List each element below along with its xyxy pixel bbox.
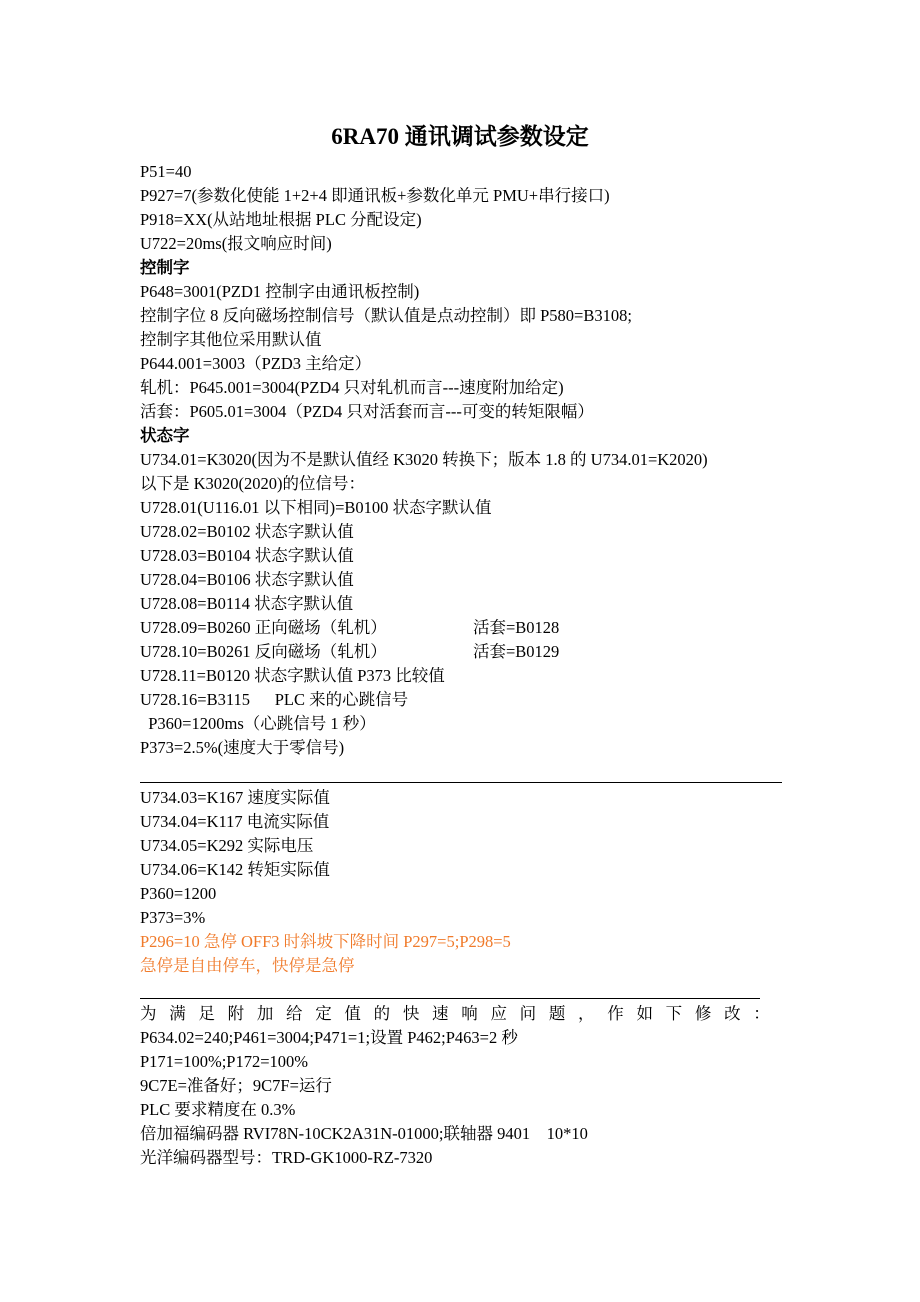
section-heading-control-word: 控制字 bbox=[140, 258, 190, 277]
justified-char: 为 bbox=[140, 1004, 157, 1023]
justified-char: 下 bbox=[665, 1004, 683, 1023]
text-line: P373=3% bbox=[140, 908, 206, 927]
justified-char: ， bbox=[578, 1004, 595, 1023]
text-line: U728.01(U116.01 以下相同)=B0100 状态字默认值 bbox=[140, 498, 492, 517]
justified-char: 的 bbox=[373, 1004, 391, 1023]
text-line: U728.03=B0104 状态字默认值 bbox=[140, 546, 354, 565]
justified-char: 修 bbox=[694, 1004, 712, 1023]
text-line: P373=2.5%(速度大于零信号) bbox=[140, 738, 345, 757]
text-line: U728.09=B0260 正向磁场（轧机） bbox=[140, 618, 387, 637]
justified-char: ： bbox=[753, 1004, 770, 1023]
highlight-line: 急停是自由停车，快停是急停 bbox=[140, 956, 355, 975]
justified-char: 加 bbox=[256, 1004, 274, 1023]
text-line: 控制字其他位采用默认值 bbox=[140, 330, 322, 349]
document-title: 6RA70 通讯调试参数设定 bbox=[331, 124, 589, 149]
text-line: P634.02=240;P461=3004;P471=1;设置 P462;P463=2 秒 bbox=[140, 1028, 518, 1047]
text-line: P360=1200ms（心跳信号 1 秒） bbox=[140, 714, 376, 733]
text-line: U728.08=B0114 状态字默认值 bbox=[140, 594, 354, 613]
section-heading-status-word: 状态字 bbox=[140, 426, 190, 445]
justified-char: 值 bbox=[344, 1004, 361, 1023]
text-line: 活套：P605.01=3004（PZD4 只对活套而言---可变的转矩限幅） bbox=[140, 402, 594, 421]
justified-char: 问 bbox=[519, 1004, 537, 1023]
text-line: U728.10=B0261 反向磁场（轧机） bbox=[140, 642, 387, 661]
text-line: P927=7(参数化使能 1+2+4 即通讯板+参数化单元 PMU+串行接口) bbox=[140, 186, 610, 205]
justified-char: 应 bbox=[490, 1004, 507, 1023]
text-line: 9C7E=准备好；9C7F=运行 bbox=[140, 1076, 332, 1095]
justified-char: 快 bbox=[402, 1004, 420, 1023]
text-line: 控制字位 8 反向磁场控制信号（默认值是点动控制）即 P580=B3108; bbox=[140, 306, 632, 325]
justified-char: 满 bbox=[169, 1004, 186, 1023]
text-line: U728.11=B0120 状态字默认值 P373 比较值 bbox=[140, 666, 445, 685]
justified-char: 给 bbox=[286, 1004, 303, 1023]
justified-char: 作 bbox=[607, 1004, 624, 1023]
justified-char: 题 bbox=[548, 1004, 566, 1023]
text-line: U722=20ms(报文响应时间) bbox=[140, 234, 332, 253]
text-line: U728.02=B0102 状态字默认值 bbox=[140, 522, 354, 541]
text-line: 倍加福编码器 RVI78N-10CK2A31N-01000;联轴器 9401 10*10 bbox=[140, 1124, 588, 1143]
justified-char: 足 bbox=[198, 1004, 215, 1023]
justified-char: 定 bbox=[315, 1004, 332, 1023]
text-line: U734.06=K142 转矩实际值 bbox=[140, 860, 330, 879]
text-line: U734.01=K3020(因为不是默认值经 K3020 转换下；版本 1.8 的 U734.01=K2020) bbox=[140, 450, 708, 469]
justified-char: 响 bbox=[461, 1004, 478, 1023]
text-line: U734.04=K117 电流实际值 bbox=[140, 812, 330, 831]
text-line: P644.001=3003（PZD3 主给定） bbox=[140, 354, 372, 373]
justified-char: 速 bbox=[432, 1004, 449, 1023]
justified-char: 附 bbox=[227, 1004, 245, 1023]
text-line: PLC 要求精度在 0.3% bbox=[140, 1100, 296, 1119]
text-line: 轧机：P645.001=3004(PZD4 只对轧机而言---速度附加给定) bbox=[140, 378, 564, 397]
text-line: P648=3001(PZD1 控制字由通讯板控制) bbox=[140, 282, 420, 301]
text-line: U734.03=K167 速度实际值 bbox=[140, 788, 330, 807]
text-line: U728.16=B3115 PLC 来的心跳信号 bbox=[140, 690, 409, 709]
justified-char: 如 bbox=[636, 1004, 653, 1023]
justified-line bbox=[140, 1002, 770, 1026]
text-line-col2: 活套=B0128 bbox=[473, 618, 560, 637]
text-line-col2: 活套=B0129 bbox=[473, 642, 560, 661]
highlight-line: P296=10 急停 OFF3 时斜坡下降时间 P297=5;P298=5 bbox=[140, 932, 511, 951]
justified-char: 改 bbox=[724, 1004, 741, 1023]
horizontal-rule bbox=[140, 782, 782, 783]
text-line: 以下是 K3020(2020)的位信号： bbox=[140, 474, 366, 493]
text-line: U734.05=K292 实际电压 bbox=[140, 836, 314, 855]
text-line: U728.04=B0106 状态字默认值 bbox=[140, 570, 354, 589]
text-line: P360=1200 bbox=[140, 884, 217, 903]
text-line: P918=XX(从站地址根据 PLC 分配设定) bbox=[140, 210, 422, 229]
text-line: P171=100%;P172=100% bbox=[140, 1052, 309, 1071]
text-line: 光洋编码器型号：TRD-GK1000-RZ-7320 bbox=[140, 1148, 433, 1167]
horizontal-rule bbox=[140, 998, 760, 999]
text-line: P51=40 bbox=[140, 162, 192, 181]
